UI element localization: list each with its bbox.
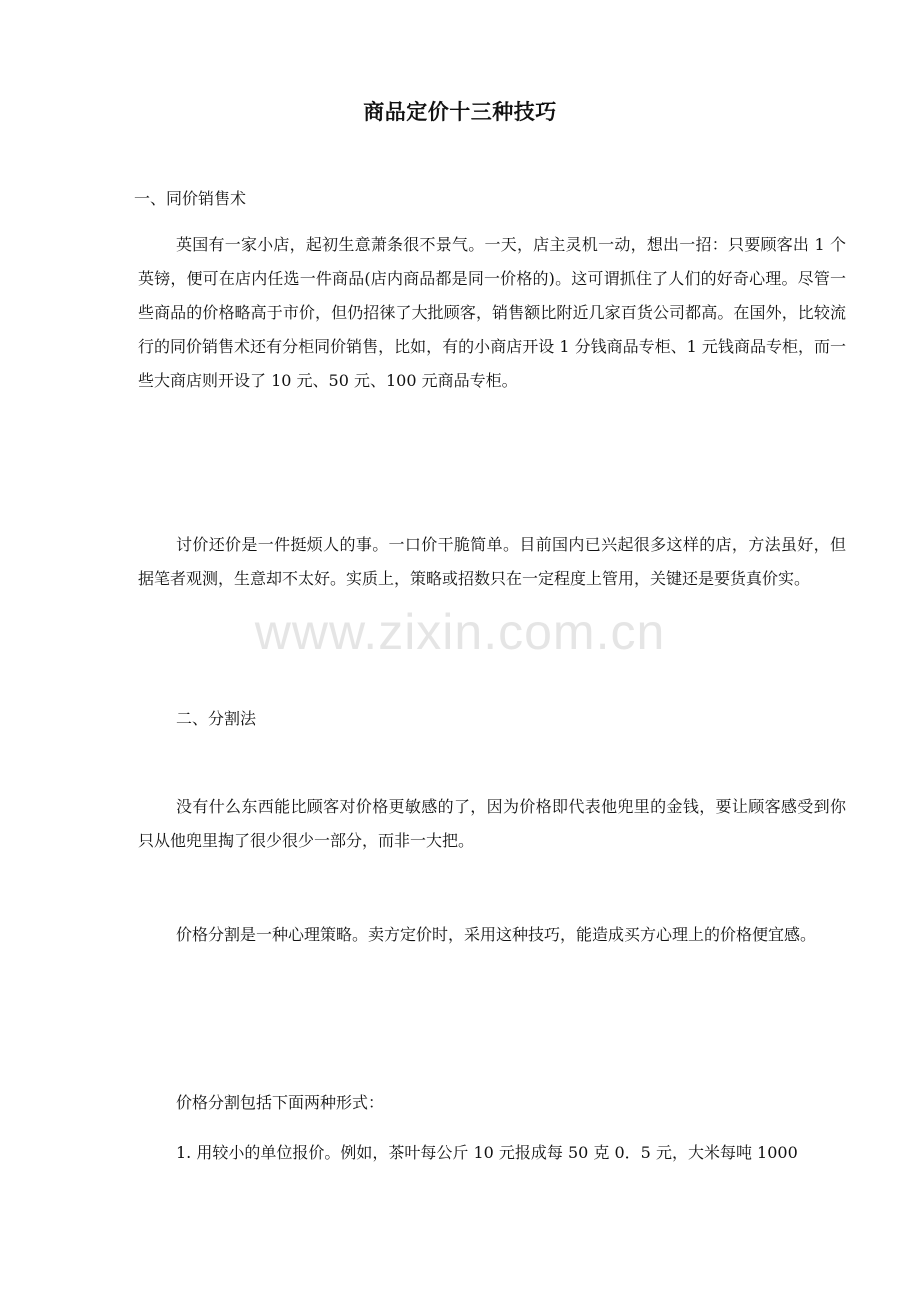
paragraph-1: 英国有一家小店，起初生意萧条很不景气。一天，店主灵机一动，想出一招：只要顾客出 1 个英镑，便可在店内任选一件商品(店内商品都是同一价格的)。这可谓抓住了人们的好奇心理。尽管一些商品的价格略高于市价，但仍招徕了大批顾客，销售额比附近几家百货公司都高。在国外，比较流行的同价销售术还有分柜同价销售，比如，有的小商店开设 1 分钱商品专柜、1 元钱商品专柜，而一些大商店则开设了 10 元、50 元、100 元商品专柜。 xyxy=(138,235,846,390)
section-heading-1: 一、同价销售术 xyxy=(134,189,247,208)
paragraph-5: 价格分割包括下面两种形式： xyxy=(176,1093,385,1112)
watermark: www.zixin.com.cn xyxy=(254,604,666,660)
section-heading-2: 二、分割法 xyxy=(176,709,257,728)
paragraph-6: 1. 用较小的单位报价。例如，茶叶每公斤 10 元报成每 50 克 0．5 元，大米每吨 1000 xyxy=(176,1143,798,1162)
paragraph-4: 价格分割是一种心理策略。卖方定价时，采用这种技巧，能造成买方心理上的价格便宜感。 xyxy=(176,925,817,944)
paragraph-2: 讨价还价是一件挺烦人的事。一口价干脆简单。目前国内已兴起很多这样的店，方法虽好，但据笔者观测，生意却不太好。实质上，策略或招数只在一定程度上管用，关键还是要货真价实。 xyxy=(138,535,846,588)
document-title: 商品定价十三种技巧 xyxy=(363,99,557,124)
paragraph-3: 没有什么东西能比顾客对价格更敏感的了，因为价格即代表他兜里的金钱，要让顾客感受到你只从他兜里掏了很少很少一部分，而非一大把。 xyxy=(138,797,846,850)
